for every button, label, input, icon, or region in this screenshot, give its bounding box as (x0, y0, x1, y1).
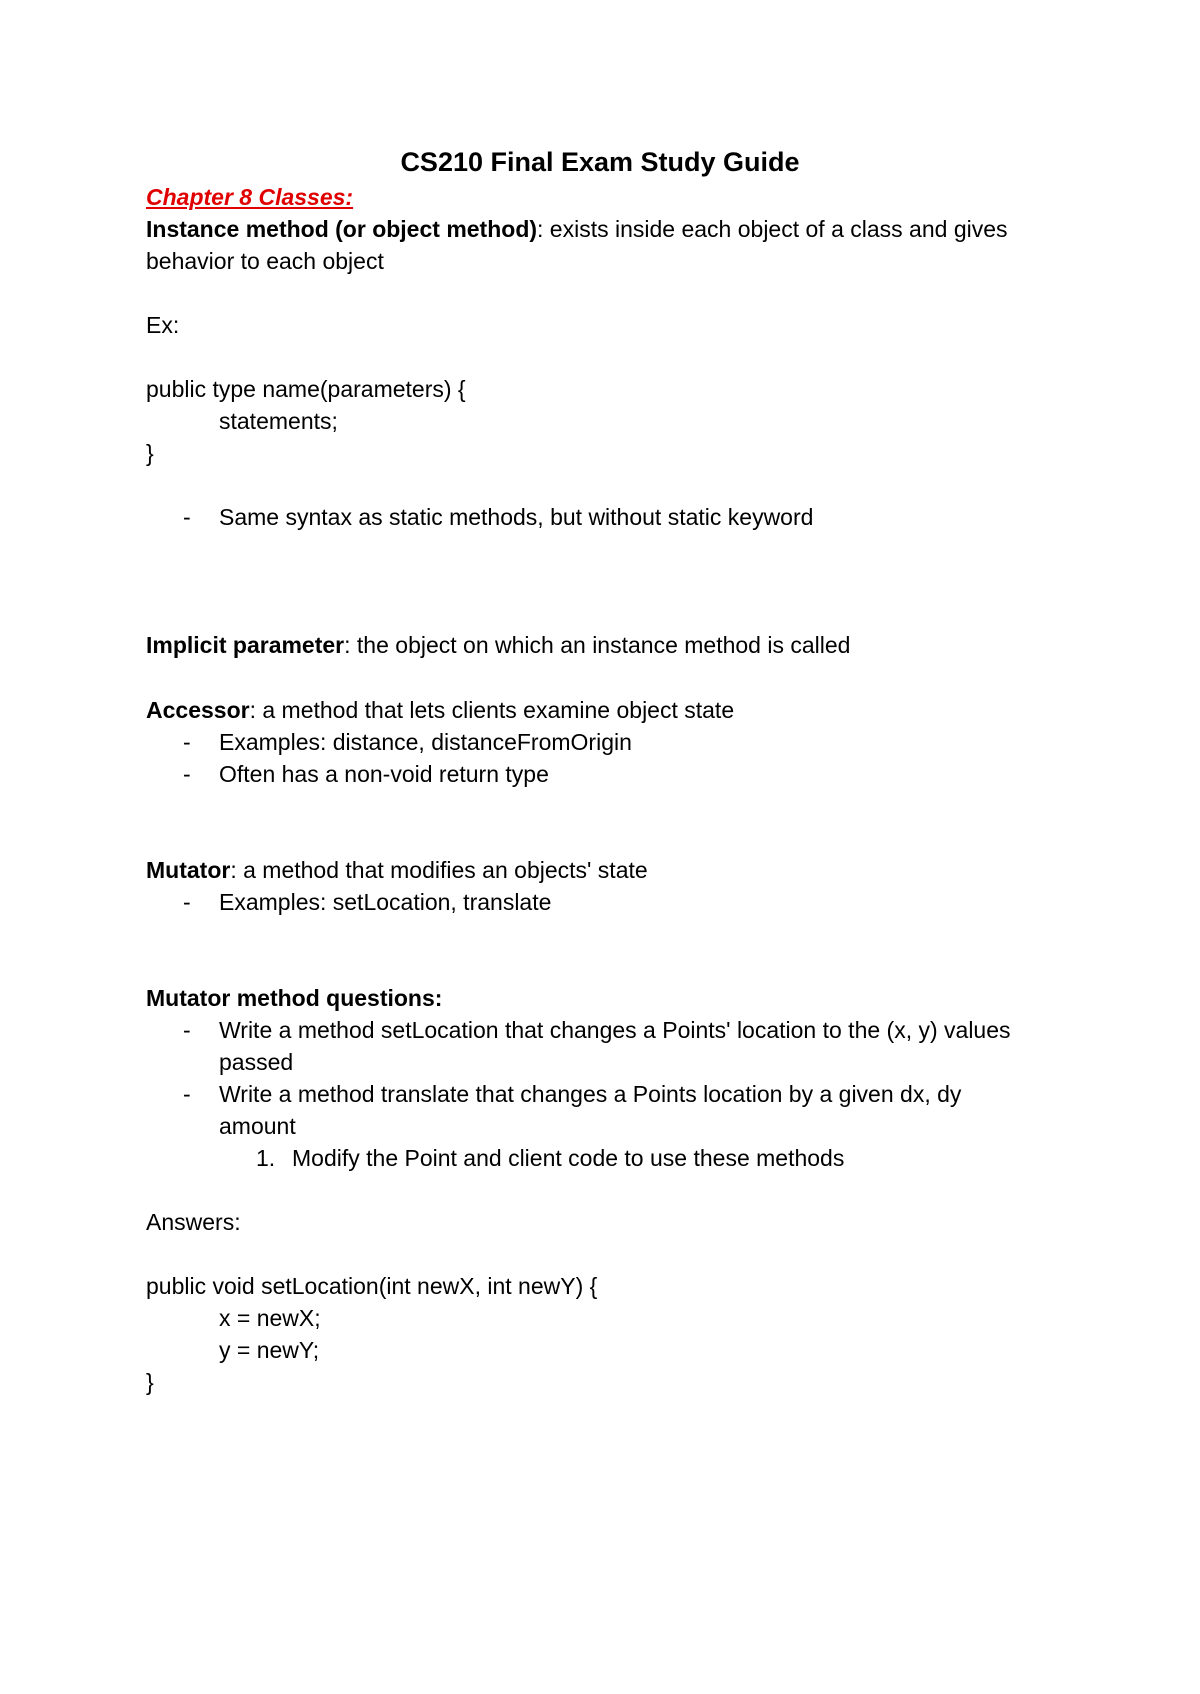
list-item-text: Examples: distance, distanceFromOrigin (219, 729, 632, 755)
answers-label: Answers: (146, 1209, 241, 1235)
code-line: public type name(parameters) { (146, 376, 466, 402)
mutator-definition (146, 857, 648, 885)
page-title: CS210 Final Exam Study Guide (400, 147, 800, 177)
code-line: x = newX; (219, 1305, 321, 1331)
accessor-definition (146, 697, 734, 725)
item-number: 1. (256, 1145, 276, 1171)
accessor-def: : a method that lets clients examine object state (249, 697, 735, 723)
example-label: Ex: (146, 312, 180, 338)
instance-method-def: : exists inside each object of a class and gives (537, 216, 1008, 242)
questions-heading: Mutator method questions: (146, 985, 443, 1011)
list-item-text-continued: amount (219, 1113, 296, 1139)
bullet-dash: - (183, 761, 191, 787)
instance-method-definition (146, 216, 1008, 244)
mutator-def: : a method that modifies an objects' state (230, 857, 648, 883)
code-line: } (146, 440, 154, 466)
mutator-term: Mutator (146, 857, 231, 883)
numbered-item-text: Modify the Point and client code to use these methods (292, 1145, 845, 1171)
list-item-text: Examples: setLocation, translate (219, 889, 552, 915)
list-item-text: Write a method translate that changes a Points location by a given dx, dy (219, 1081, 962, 1107)
list-item-text: Often has a non-void return type (219, 761, 549, 787)
instance-method-def-continued: behavior to each object (146, 248, 384, 274)
list-item-text: Same syntax as static methods, but without static keyword (219, 504, 814, 530)
instance-method-term: Instance method (or object method) (146, 216, 538, 242)
code-line: public void setLocation(int newX, int newY) { (146, 1273, 598, 1299)
implicit-parameter-term: Implicit parameter (146, 632, 345, 658)
implicit-parameter-def: : the object on which an instance method is called (344, 632, 851, 658)
bullet-dash: - (183, 729, 191, 755)
bullet-dash: - (183, 504, 191, 530)
bullet-dash: - (183, 1017, 191, 1043)
accessor-term: Accessor (146, 697, 250, 723)
list-item-text-continued: passed (219, 1049, 294, 1075)
bullet-dash: - (183, 1081, 191, 1107)
code-line: y = newY; (219, 1337, 320, 1363)
code-line: statements; (219, 408, 338, 434)
implicit-parameter-definition (146, 632, 850, 660)
list-item-text: Write a method setLocation that changes a Points' location to the (x, y) values (219, 1017, 1011, 1043)
bullet-dash: - (183, 889, 191, 915)
chapter-heading: Chapter 8 Classes: (146, 184, 354, 210)
code-line: } (146, 1369, 154, 1395)
